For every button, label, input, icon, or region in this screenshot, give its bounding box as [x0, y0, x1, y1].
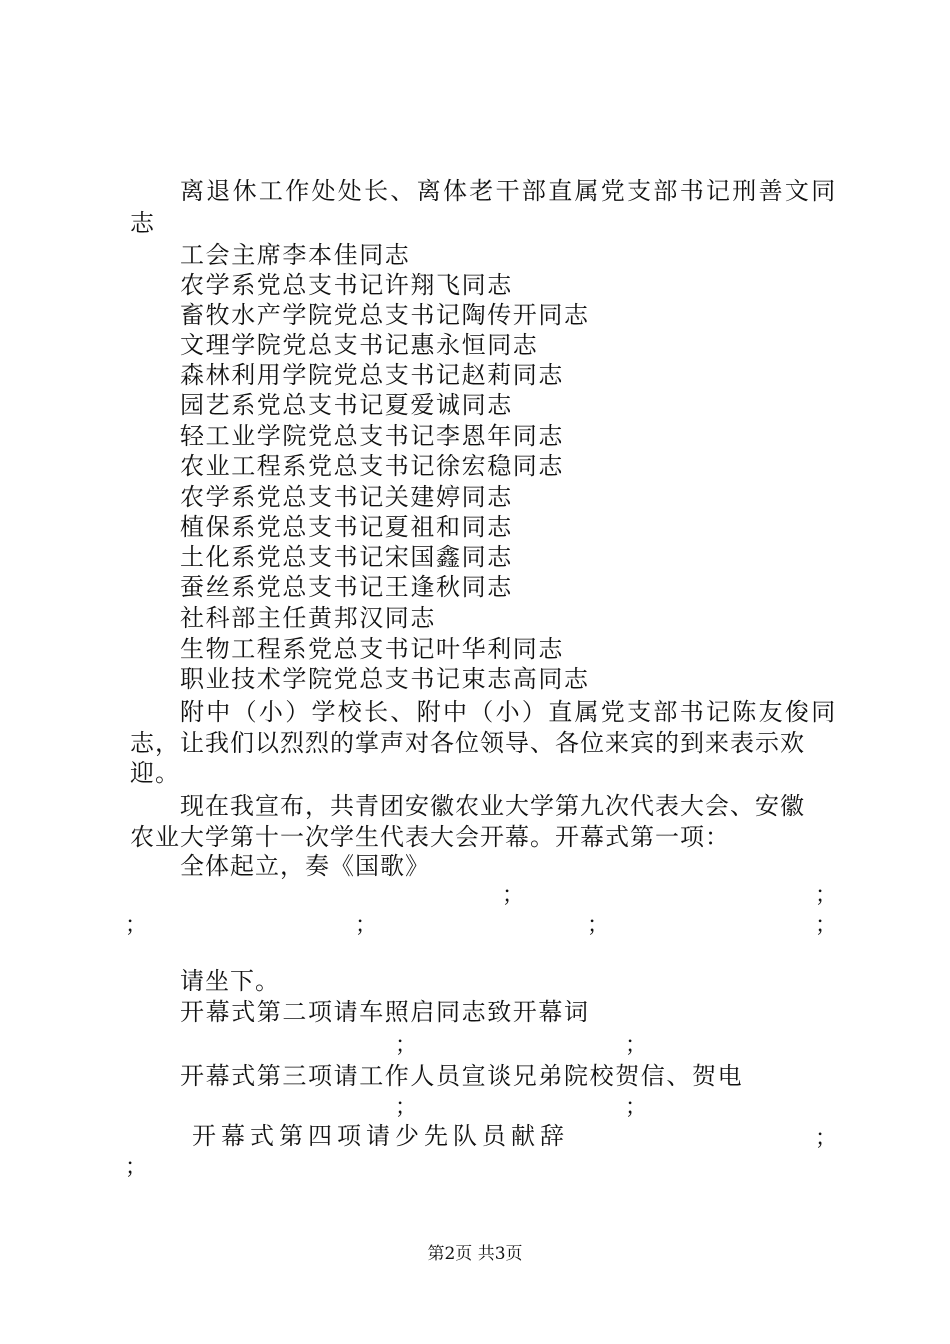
semicolon-mark: ；	[395, 1095, 418, 1120]
paragraph-line: 迎。	[130, 759, 180, 787]
paragraph-line: 开幕式第三项请工作人员宣谈兄弟院校贺信、贺电	[180, 1062, 744, 1090]
paragraph-line: 全体起立，奏《国歌》	[180, 852, 430, 880]
list-item: 蚕丝系党总支书记王逢秋同志	[180, 573, 513, 601]
paragraph-line: 离退休工作处处长、离体老干部直属党支部书记刑善文同	[180, 177, 838, 205]
paragraph-line: 志	[130, 209, 155, 237]
semicolon-mark: ；	[815, 1126, 838, 1151]
semicolon-mark: ；	[125, 913, 148, 938]
semicolon-mark: ；	[502, 883, 525, 908]
semicolon-mark: ；	[355, 913, 378, 938]
page-footer: 第2页 共3页	[427, 1244, 523, 1264]
paragraph-line: 开幕式第四项请少先队员献辞	[192, 1122, 569, 1150]
semicolon-mark: ；	[395, 1033, 418, 1058]
paragraph-line: 农业大学第十一次学生代表大会开幕。开幕式第一项：	[130, 823, 730, 851]
list-item: 农学系党总支书记许翔飞同志	[180, 271, 513, 299]
list-item: 轻工业学院党总支书记李恩年同志	[180, 422, 564, 450]
paragraph-line: 请坐下。	[180, 967, 280, 995]
list-item: 工会主席李本佳同志	[180, 241, 411, 269]
paragraph-line: 附中（小）学校长、附中（小）直属党支部书记陈友俊同	[180, 698, 838, 726]
list-item: 文理学院党总支书记惠永恒同志	[180, 331, 539, 359]
semicolon-mark: ；	[815, 913, 838, 938]
semicolon-mark: ；	[625, 1095, 648, 1120]
list-item: 农学系党总支书记关建婷同志	[180, 483, 513, 511]
list-item: 土化系党总支书记宋国鑫同志	[180, 543, 513, 571]
list-item: 社科部主任黄邦汉同志	[180, 604, 436, 632]
list-item: 农业工程系党总支书记徐宏稳同志	[180, 452, 564, 480]
semicolon-mark: ；	[625, 1033, 648, 1058]
semicolon-mark: ；	[815, 883, 838, 908]
semicolon-mark: ；	[125, 1155, 148, 1180]
list-item: 畜牧水产学院党总支书记陶传开同志	[180, 301, 590, 329]
list-item: 植保系党总支书记夏祖和同志	[180, 513, 513, 541]
list-item: 园艺系党总支书记夏爱诚同志	[180, 391, 513, 419]
paragraph-line: 开幕式第二项请车照启同志致开幕词	[180, 998, 590, 1026]
list-item: 生物工程系党总支书记叶华利同志	[180, 635, 564, 663]
list-item: 森林利用学院党总支书记赵莉同志	[180, 361, 564, 389]
paragraph-line: 现在我宣布，共青团安徽农业大学第九次代表大会、安徽	[180, 792, 805, 820]
paragraph-line: 志，让我们以烈烈的掌声对各位领导、各位来宾的到来表示欢	[130, 729, 805, 757]
semicolon-mark: ；	[587, 913, 610, 938]
list-item: 职业技术学院党总支书记束志高同志	[180, 665, 590, 693]
